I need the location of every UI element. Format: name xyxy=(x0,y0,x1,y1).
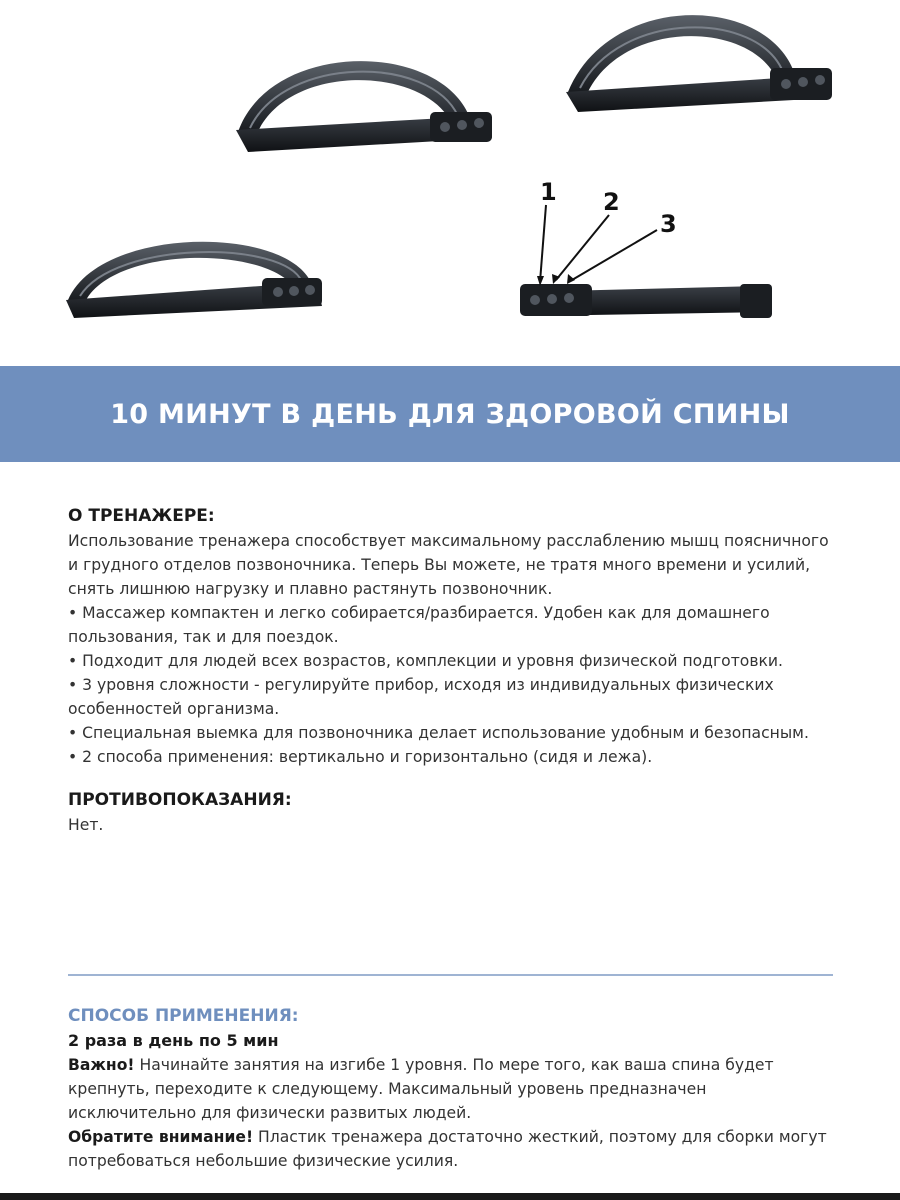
callout-level-2: 2 xyxy=(603,188,620,216)
stretcher-level-high xyxy=(236,61,492,152)
attention-note xyxy=(68,1125,838,1173)
bottom-border xyxy=(0,1193,900,1200)
usage-heading: СПОСОБ ПРИМЕНЕНИЯ: xyxy=(68,1006,299,1026)
important-text: Начинайте занятия на изгибе 1 уровня. По мере того, как ваша спина будет крепнуть, переходите к следующему. Максимальный уровень предназначен исключительно для физически развитых людей. xyxy=(68,1056,774,1122)
product-illustration xyxy=(0,0,900,365)
usage-section xyxy=(68,1003,838,1173)
spacer xyxy=(68,769,838,787)
list-item: • 3 уровня сложности - регулируйте прибор, исходя из индивидуальных физических особенностей организма. xyxy=(68,673,838,721)
back-stretcher-images xyxy=(0,0,900,365)
attention-label: Обратите внимание! xyxy=(68,1128,254,1146)
usage-frequency: 2 раза в день по 5 мин xyxy=(68,1031,279,1050)
about-intro: Использование тренажера способствует максимальному расслаблению мышц поясничного и грудного отделов позвоночника. Теперь Вы можете, не тратя много времени и усилий, снять лишнюю нагрузку и плавно растянуть позвоночник. xyxy=(68,532,829,598)
banner-title: 10 МИНУТ В ДЕНЬ ДЛЯ ЗДОРОВОЙ СПИНЫ xyxy=(110,398,790,430)
callout-level-3: 3 xyxy=(660,210,677,238)
list-item: • 2 способа применения: вертикально и горизонтально (сидя и лежа). xyxy=(68,745,838,769)
important-label: Важно! xyxy=(68,1056,135,1074)
stretcher-level-top-right xyxy=(566,15,832,112)
contraindications-text: Нет. xyxy=(68,816,104,834)
stretcher-base-flat xyxy=(520,178,772,318)
list-item: • Специальная выемка для позвоночника делает использование удобным и безопасным. xyxy=(68,721,838,745)
attention-text: Пластик тренажера достаточно жесткий, поэтому для сборки могут потребоваться небольшие физические усилия. xyxy=(68,1128,827,1170)
list-item: • Массажер компактен и легко собирается/разбирается. Удобен как для домашнего пользования, так и для поездок. xyxy=(68,601,838,649)
stretcher-level-low xyxy=(66,242,322,318)
section-divider xyxy=(68,974,833,976)
list-item: • Подходит для людей всех возрастов, комплекции и уровня физической подготовки. xyxy=(68,649,838,673)
about-heading: О ТРЕНАЖЕРЕ: xyxy=(68,506,215,526)
contraindications-heading: ПРОТИВОПОКАЗАНИЯ: xyxy=(68,790,292,810)
important-note xyxy=(68,1053,838,1125)
callout-level-1: 1 xyxy=(540,178,557,206)
about-section xyxy=(68,503,838,837)
title-banner xyxy=(0,366,900,462)
